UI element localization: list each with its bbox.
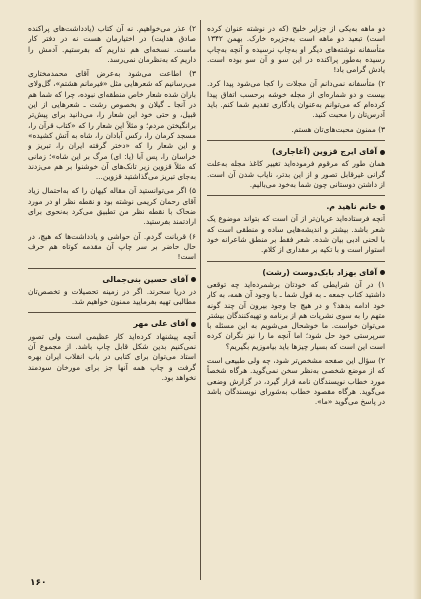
page-number: ۱۶۰ [30,578,47,588]
bullet-icon [380,270,385,275]
bullet-icon [191,277,196,282]
letter-heading [28,275,196,285]
left-item-5: ۵) اگر می‌توانستید آن مقاله کیهان را که به‌احتمال زیاد آقای رحمان کریمی نوشته بود و نقطه نظر او در مورد ضحاک با نقطه نظر من تطبیق می‌کرد به‌نحوی برای ارادتمند بفرستید. [28,186,196,227]
right-intro-paragraph: دو ماهه به‌یکی از جزایر خلیج (که در نوشته عنوان کرده است) تبعید دو ماهه است به‌جزیره خارک. بهمن ۱۳۴۲ متأسفانه نوشته‌های دیگر او به‌چاپ نرسیده و آنچه به‌چاپ رسیده به‌طور پراکنده در این سو و آن سو بوده است. یادش گرامی باد! [207,24,385,75]
section-separator [207,261,385,262]
letter-heading [28,319,196,329]
left-column [28,24,196,564]
letter-author: خانم ناهید م. [326,202,377,212]
letter-block [207,147,385,190]
page-edge-shadow [413,0,421,599]
section-separator [28,268,196,269]
letter-block [28,319,196,383]
letter-reply: ۱) در آن شرایطی که خودتان برشمرده‌اید چه توقعی داشتید کتاب جمعه ـ به قول شما ـ با وجود آن همه، به کار خود ادامه بدهد؟ و در هیچ جا وجود بیرون آن چند گونه متهم را به سوی نشریات هم از برنامه و تهیه‌کنندگان بیشتر می‌توان خواست. ما خوشحال می‌شویم به این مسئله با سرپرستی خود حل شود؛ اما آنچه ما را نیز نگران کرده است این است که بسیار چیزها باید بیاموزیم بگیریم؟ [207,279,385,351]
letter-reply: آنچه پیشنهاد کرده‌اید کار عظیمی است ولی تصور نمی‌کنیم بدین شکل قابل چاپ باشد. از مجموع آن استاد می‌توان برای کتابی در باب انقلاب ایران بهره گرفت و چاپ همه آنها جز برای مورخان سودمند نخواهد بود. [28,331,196,382]
letter-author: آقای علی مهر [133,319,188,329]
letter-reply: در دریا سحرند. اگر در زمینه تحصیلات و تخصص‌تان مطالبی تهیه بفرمایید ممنون خواهیم شد. [28,286,196,307]
letter-block [28,275,196,308]
letter-heading [207,268,385,278]
bullet-icon [380,205,385,210]
left-item-2: ۲) عذر می‌خواهیم. نه آن کتاب (یادداشت‌های پراکنده صادق هدایت) در اختیارمان هست نه در دفتر کار ماست. نسخه‌ای هم نداریم که بفرستیم. آدمش را داریم که به‌نظرمان نمی‌رسد. [28,24,196,64]
letter-reply: همان طور که مرقوم فرموده‌اید تغییر کاغذ مجله به‌علت گرانی غیرقابل تصور و از این بدتر، نایاب شدن آن است. از داشتن دوستانی چون شما به‌خود می‌بالیم. [207,159,385,189]
right-item-2: ۲) متأسفانه نمی‌دانم آن مجلات را کجا می‌شود پیدا کرد. بیست و دو شماره‌ای از مجله خوشه برحسب اتفاق پیدا کرده‌ام که می‌توانم به‌عنوان یادگاری تقدیم شما کنم. باید آدرس‌تان را محبت کنید. [207,79,385,120]
letter-author: آقای بهزاد بابک‌دوست (رشت) [262,267,377,277]
right-item-3: ۳) ممنون محبت‌های‌تان هستم. [291,124,385,134]
letter-author: آقای ایرج قزوین (آغاجاری) [271,146,377,156]
right-column [207,24,385,584]
letter-heading [207,147,385,157]
bullet-icon [380,150,385,155]
bullet-icon [191,322,196,327]
letter-reply: آنچه فرستاده‌اید عریان‌تر از آن است که بتواند موضوع یک شعر باشد. بیشتر و اندیشه‌هایی ساده و منطقی است که با لحنی ادبی بیان شده. شعر فقط بر منطق شاعرانه خود استوار است و با تکیه بر مقداری از کلام. [207,214,385,255]
column-divider [200,20,201,580]
section-separator [207,140,385,141]
section-separator [28,312,196,313]
letter-block [207,202,385,255]
left-item-3: ۳) اطاعت می‌شود به‌عرض آقای محمدمختاری می‌رسانیم که شعرهایی مثل «فیرمانم هشتم»، گل‌ولای باران شده شعار خاص منطقه‌ای نبوده، چرا که شما هم در آنجا ـ گیلان و بخصوص رشت ـ شعرهایی از این قبیل، و حتی خود این شعار را، می‌دانید برای پیش‌تر برانگیختن مردم؛ و مثلاً این شعار را که «کتاب قرآن را، مسجد کرمان را، رکس آبادان را، شاه به آتش کشیده» و این شعار را که «دختر گرفته ایران را، تبریز و خراسان را، پس آبا (یا: ای) مرگ بر این شاه»؛ زمانی که مثلاً قزوین زیر تانک‌های آن خوشنوا بر هم می‌زدند به‌جای تبریز می‌گذاشتید قزوین... [28,69,196,182]
letter-reply-continued: ۲) سؤال این صفحه مشخص‌تر شود، چه ولی طبیعی است که از موضع شخصی به‌نظر سخن نمی‌گوید. هرگاه شخصاً مورد خطاب نویسندگان نامه قرار گیرد، در گزارش وضعی می‌گوید. هرگاه مقصود خطاب به‌شورای نویسندگان باشد در پاسخ می‌گوید «ما». [207,356,385,407]
letter-block [207,268,385,408]
letter-author: آقای حسین بنی‌جمالی [102,274,188,284]
letter-heading [207,202,385,212]
section-separator [207,195,385,196]
left-item-6: ۶) قربانت گردم. آن حواشی و یادداشت‌ها که هیچ، در حال حاضر بر سر چاپ آن مقدمه کوتاه هم حرف است! [28,231,196,262]
